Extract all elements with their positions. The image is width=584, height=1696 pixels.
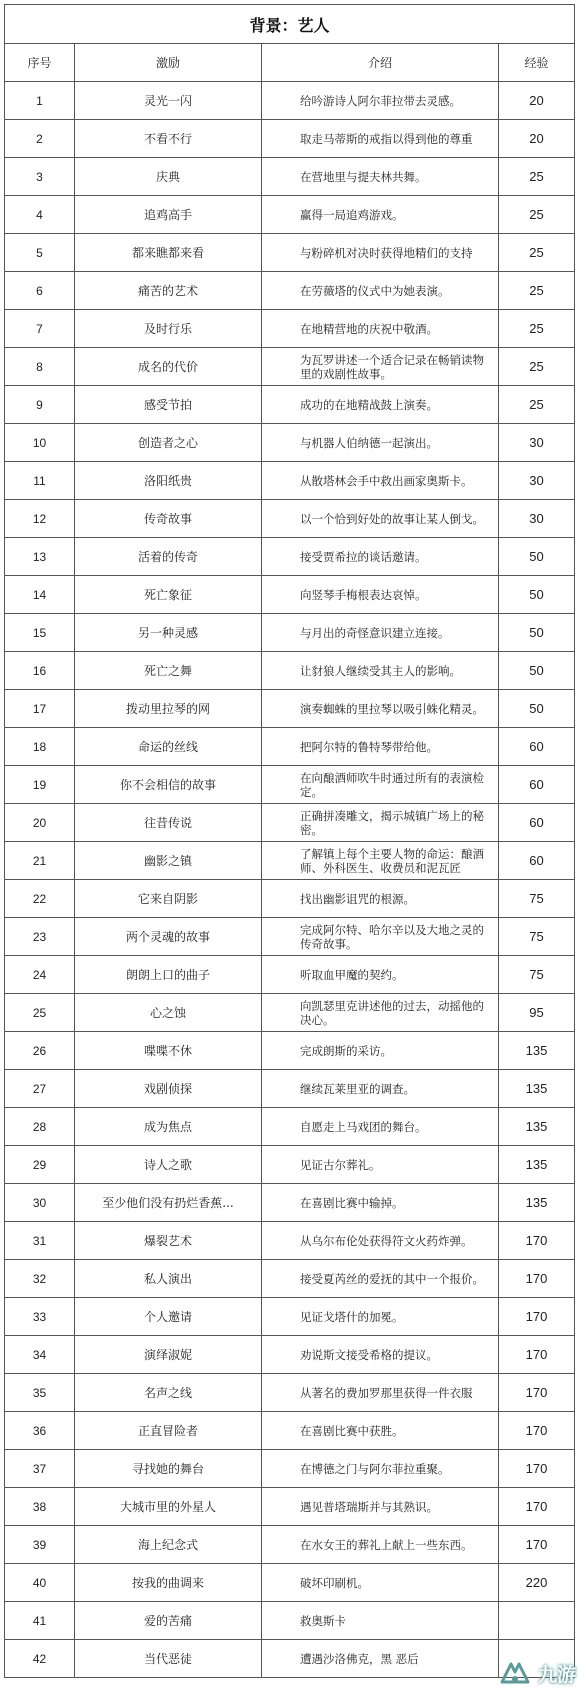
table-row (5, 880, 575, 918)
row-inspiration: 爆裂艺术 (75, 1222, 262, 1260)
row-inspiration: 都来瞧都来看 (75, 234, 262, 272)
row-experience: 25 (499, 158, 575, 196)
table-row (5, 1146, 575, 1184)
row-experience: 25 (499, 310, 575, 348)
row-inspiration: 死亡之舞 (75, 652, 262, 690)
row-description: 遭遇沙洛佛克，黑 恶后 (262, 1640, 499, 1678)
row-inspiration: 寻找她的舞台 (75, 1450, 262, 1488)
row-description: 向竖琴手梅根表达哀悼。 (262, 576, 499, 614)
row-experience: 60 (499, 728, 575, 766)
row-description: 在水女王的葬礼上献上一些东西。 (262, 1526, 499, 1564)
row-experience: 30 (499, 462, 575, 500)
table-row (5, 804, 575, 842)
row-experience: 75 (499, 918, 575, 956)
row-description: 让豺狼人继续受其主人的影响。 (262, 652, 499, 690)
row-inspiration: 个人邀请 (75, 1298, 262, 1336)
row-description: 从乌尔布伦处获得符文火药炸弹。 (262, 1222, 499, 1260)
row-inspiration: 成为焦点 (75, 1108, 262, 1146)
row-description: 向凯瑟里克讲述他的过去，动摇他的决心。 (262, 994, 499, 1032)
table-row (5, 82, 575, 120)
row-number: 6 (5, 272, 75, 310)
row-experience: 50 (499, 614, 575, 652)
row-description: 从著名的费加罗那里获得一件衣服 (262, 1374, 499, 1412)
row-experience: 25 (499, 272, 575, 310)
jiuyou-logo-icon (498, 1658, 532, 1688)
header-xp: 经验 (499, 44, 575, 82)
row-experience: 135 (499, 1032, 575, 1070)
row-number: 9 (5, 386, 75, 424)
row-description: 在喜剧比赛中输掉。 (262, 1184, 499, 1222)
table-row (5, 1336, 575, 1374)
row-description: 完成阿尔特、哈尔辛以及大地之灵的传奇故事。 (262, 918, 499, 956)
row-inspiration: 活着的传奇 (75, 538, 262, 576)
table-row (5, 196, 575, 234)
header-name: 激励 (75, 44, 262, 82)
row-experience: 30 (499, 424, 575, 462)
table-row (5, 652, 575, 690)
row-description: 赢得一局追鸡游戏。 (262, 196, 499, 234)
row-experience: 135 (499, 1146, 575, 1184)
row-experience: 50 (499, 576, 575, 614)
row-number: 7 (5, 310, 75, 348)
row-number: 11 (5, 462, 75, 500)
row-description: 与机器人伯纳德一起演出。 (262, 424, 499, 462)
row-description: 劝说斯文接受希格的提议。 (262, 1336, 499, 1374)
row-number: 18 (5, 728, 75, 766)
row-experience: 170 (499, 1450, 575, 1488)
row-experience: 50 (499, 690, 575, 728)
row-inspiration: 往昔传说 (75, 804, 262, 842)
row-number: 30 (5, 1184, 75, 1222)
background-entertainer-sheet (4, 4, 574, 1678)
row-experience: 75 (499, 956, 575, 994)
row-number: 19 (5, 766, 75, 804)
row-experience: 60 (499, 766, 575, 804)
row-description: 以一个恰到好处的故事让某人倒戈。 (262, 500, 499, 538)
row-number: 36 (5, 1412, 75, 1450)
row-number: 27 (5, 1070, 75, 1108)
row-number: 32 (5, 1260, 75, 1298)
table-row (5, 576, 575, 614)
row-description: 继续瓦莱里亚的调查。 (262, 1070, 499, 1108)
row-number: 5 (5, 234, 75, 272)
row-description: 在向酿酒师吹牛时通过所有的表演检定。 (262, 766, 499, 804)
row-description: 在喜剧比赛中获胜。 (262, 1412, 499, 1450)
table-row (5, 1450, 575, 1488)
row-experience: 60 (499, 842, 575, 880)
row-inspiration: 正直冒险者 (75, 1412, 262, 1450)
row-experience: 170 (499, 1298, 575, 1336)
row-number: 23 (5, 918, 75, 956)
table-row (5, 918, 575, 956)
row-inspiration: 你不会相信的故事 (75, 766, 262, 804)
row-experience: 30 (499, 500, 575, 538)
row-inspiration: 传奇故事 (75, 500, 262, 538)
table-row (5, 310, 575, 348)
row-inspiration: 它来自阴影 (75, 880, 262, 918)
row-number: 15 (5, 614, 75, 652)
row-inspiration: 创造者之心 (75, 424, 262, 462)
row-inspiration: 爱的苦痛 (75, 1602, 262, 1640)
row-experience: 170 (499, 1412, 575, 1450)
row-description: 找出幽影诅咒的根源。 (262, 880, 499, 918)
row-number: 13 (5, 538, 75, 576)
table-row (5, 120, 575, 158)
row-number: 1 (5, 82, 75, 120)
table-row (5, 1222, 575, 1260)
row-number: 22 (5, 880, 75, 918)
table-row (5, 956, 575, 994)
table-row (5, 1108, 575, 1146)
row-number: 29 (5, 1146, 75, 1184)
table-row (5, 1640, 575, 1678)
table-row (5, 1602, 575, 1640)
table-row (5, 1564, 575, 1602)
row-inspiration: 洛阳纸贵 (75, 462, 262, 500)
row-inspiration: 拨动里拉琴的网 (75, 690, 262, 728)
row-inspiration: 大城市里的外星人 (75, 1488, 262, 1526)
row-experience (499, 1602, 575, 1640)
row-inspiration: 私人演出 (75, 1260, 262, 1298)
row-inspiration: 两个灵魂的故事 (75, 918, 262, 956)
header-no: 序号 (5, 44, 75, 82)
row-experience: 170 (499, 1526, 575, 1564)
row-inspiration: 不看不行 (75, 120, 262, 158)
row-description: 从散塔林会手中救出画家奥斯卡。 (262, 462, 499, 500)
row-description: 把阿尔特的鲁特琴带给他。 (262, 728, 499, 766)
row-experience: 135 (499, 1108, 575, 1146)
row-description: 完成朗斯的采访。 (262, 1032, 499, 1070)
table-row (5, 1412, 575, 1450)
row-description: 取走马蒂斯的戒指以得到他的尊重 (262, 120, 499, 158)
row-description: 听取血甲魔的契约。 (262, 956, 499, 994)
row-experience: 95 (499, 994, 575, 1032)
row-experience: 60 (499, 804, 575, 842)
table-row (5, 842, 575, 880)
row-inspiration: 诗人之歌 (75, 1146, 262, 1184)
table-row (5, 272, 575, 310)
row-inspiration: 喋喋不休 (75, 1032, 262, 1070)
row-inspiration: 命运的丝线 (75, 728, 262, 766)
header-row (5, 44, 575, 82)
row-inspiration: 成名的代价 (75, 348, 262, 386)
row-description: 破坏印刷机。 (262, 1564, 499, 1602)
row-experience: 170 (499, 1488, 575, 1526)
row-number: 37 (5, 1450, 75, 1488)
row-description: 见证戈塔什的加冕。 (262, 1298, 499, 1336)
row-number: 12 (5, 500, 75, 538)
row-number: 40 (5, 1564, 75, 1602)
row-number: 28 (5, 1108, 75, 1146)
row-description: 见证古尔葬礼。 (262, 1146, 499, 1184)
row-description: 在博德之门与阿尔菲拉重聚。 (262, 1450, 499, 1488)
title-row (5, 5, 575, 44)
row-description: 自愿走上马戏团的舞台。 (262, 1108, 499, 1146)
table-row (5, 1260, 575, 1298)
row-inspiration: 死亡象征 (75, 576, 262, 614)
table-row (5, 462, 575, 500)
row-number: 4 (5, 196, 75, 234)
row-number: 42 (5, 1640, 75, 1678)
row-description: 与月出的奇怪意识建立连接。 (262, 614, 499, 652)
row-inspiration: 至少他们没有扔烂香蕉... (75, 1184, 262, 1222)
row-number: 17 (5, 690, 75, 728)
row-inspiration: 另一种灵感 (75, 614, 262, 652)
row-description: 与粉碎机对决时获得地精们的支持 (262, 234, 499, 272)
row-number: 26 (5, 1032, 75, 1070)
row-inspiration: 海上纪念式 (75, 1526, 262, 1564)
row-number: 10 (5, 424, 75, 462)
table-row (5, 728, 575, 766)
row-experience: 135 (499, 1070, 575, 1108)
table-row (5, 766, 575, 804)
row-number: 41 (5, 1602, 75, 1640)
row-experience: 20 (499, 120, 575, 158)
row-number: 34 (5, 1336, 75, 1374)
table-row (5, 614, 575, 652)
row-experience: 170 (499, 1336, 575, 1374)
row-number: 2 (5, 120, 75, 158)
row-description: 成功的在地精战鼓上演奏。 (262, 386, 499, 424)
table-row (5, 994, 575, 1032)
row-number: 33 (5, 1298, 75, 1336)
table-row (5, 1488, 575, 1526)
table-row (5, 500, 575, 538)
row-experience: 50 (499, 652, 575, 690)
row-inspiration: 灵光一闪 (75, 82, 262, 120)
row-number: 14 (5, 576, 75, 614)
row-number: 35 (5, 1374, 75, 1412)
table-row (5, 1070, 575, 1108)
row-inspiration: 痛苦的艺术 (75, 272, 262, 310)
row-inspiration: 心之蚀 (75, 994, 262, 1032)
table-row (5, 158, 575, 196)
row-description: 了解镇上每个主要人物的命运：酿酒师、外科医生、收费员和泥瓦匠 (262, 842, 499, 880)
row-description: 救奥斯卡 (262, 1602, 499, 1640)
row-experience: 220 (499, 1564, 575, 1602)
row-number: 24 (5, 956, 75, 994)
row-description: 接受夏芮丝的爱抚的其中一个报价。 (262, 1260, 499, 1298)
row-experience: 75 (499, 880, 575, 918)
table-row (5, 1526, 575, 1564)
row-experience: 25 (499, 234, 575, 272)
row-number: 39 (5, 1526, 75, 1564)
row-inspiration: 及时行乐 (75, 310, 262, 348)
row-description: 遇见普塔瑞斯并与其熟识。 (262, 1488, 499, 1526)
row-experience: 50 (499, 538, 575, 576)
row-description: 演奏蜘蛛的里拉琴以吸引蛛化精灵。 (262, 690, 499, 728)
table-row (5, 538, 575, 576)
row-inspiration: 演绎淑妮 (75, 1336, 262, 1374)
table-title: 背景：艺人 (5, 5, 575, 44)
table-row (5, 1298, 575, 1336)
table-row (5, 1184, 575, 1222)
row-experience: 170 (499, 1222, 575, 1260)
row-experience: 25 (499, 386, 575, 424)
row-number: 25 (5, 994, 75, 1032)
header-desc: 介绍 (262, 44, 499, 82)
row-inspiration: 幽影之镇 (75, 842, 262, 880)
row-experience: 170 (499, 1260, 575, 1298)
table-body (5, 82, 575, 1678)
row-experience: 20 (499, 82, 575, 120)
row-number: 38 (5, 1488, 75, 1526)
row-inspiration: 庆典 (75, 158, 262, 196)
row-number: 8 (5, 348, 75, 386)
row-description: 给吟游诗人阿尔菲拉带去灵感。 (262, 82, 499, 120)
row-inspiration: 感受节拍 (75, 386, 262, 424)
row-description: 在劳薇塔的仪式中为她表演。 (262, 272, 499, 310)
table-row (5, 1374, 575, 1412)
watermark-text: 九游 (537, 1663, 576, 1686)
row-experience: 25 (499, 196, 575, 234)
table-row (5, 234, 575, 272)
row-description: 正确拼凑雕文，揭示城镇广场上的秘密。 (262, 804, 499, 842)
table-row (5, 424, 575, 462)
row-inspiration: 当代恶徒 (75, 1640, 262, 1678)
row-number: 31 (5, 1222, 75, 1260)
row-description: 在营地里与提夫林共舞。 (262, 158, 499, 196)
row-description: 接受贾希拉的谈话邀请。 (262, 538, 499, 576)
row-inspiration: 追鸡高手 (75, 196, 262, 234)
row-number: 20 (5, 804, 75, 842)
row-description: 在地精营地的庆祝中敬酒。 (262, 310, 499, 348)
table-row (5, 690, 575, 728)
row-number: 16 (5, 652, 75, 690)
inspiration-table (4, 4, 575, 1678)
row-number: 21 (5, 842, 75, 880)
row-inspiration: 朗朗上口的曲子 (75, 956, 262, 994)
watermark (498, 1658, 576, 1688)
table-row (5, 1032, 575, 1070)
row-experience: 25 (499, 348, 575, 386)
row-experience: 170 (499, 1374, 575, 1412)
row-number: 3 (5, 158, 75, 196)
row-inspiration: 按我的曲调来 (75, 1564, 262, 1602)
row-inspiration: 戏剧侦探 (75, 1070, 262, 1108)
row-inspiration: 名声之线 (75, 1374, 262, 1412)
table-row (5, 348, 575, 386)
table-row (5, 386, 575, 424)
row-description: 为瓦罗讲述一个适合记录在畅销读物里的戏剧性故事。 (262, 348, 499, 386)
row-experience: 135 (499, 1184, 575, 1222)
